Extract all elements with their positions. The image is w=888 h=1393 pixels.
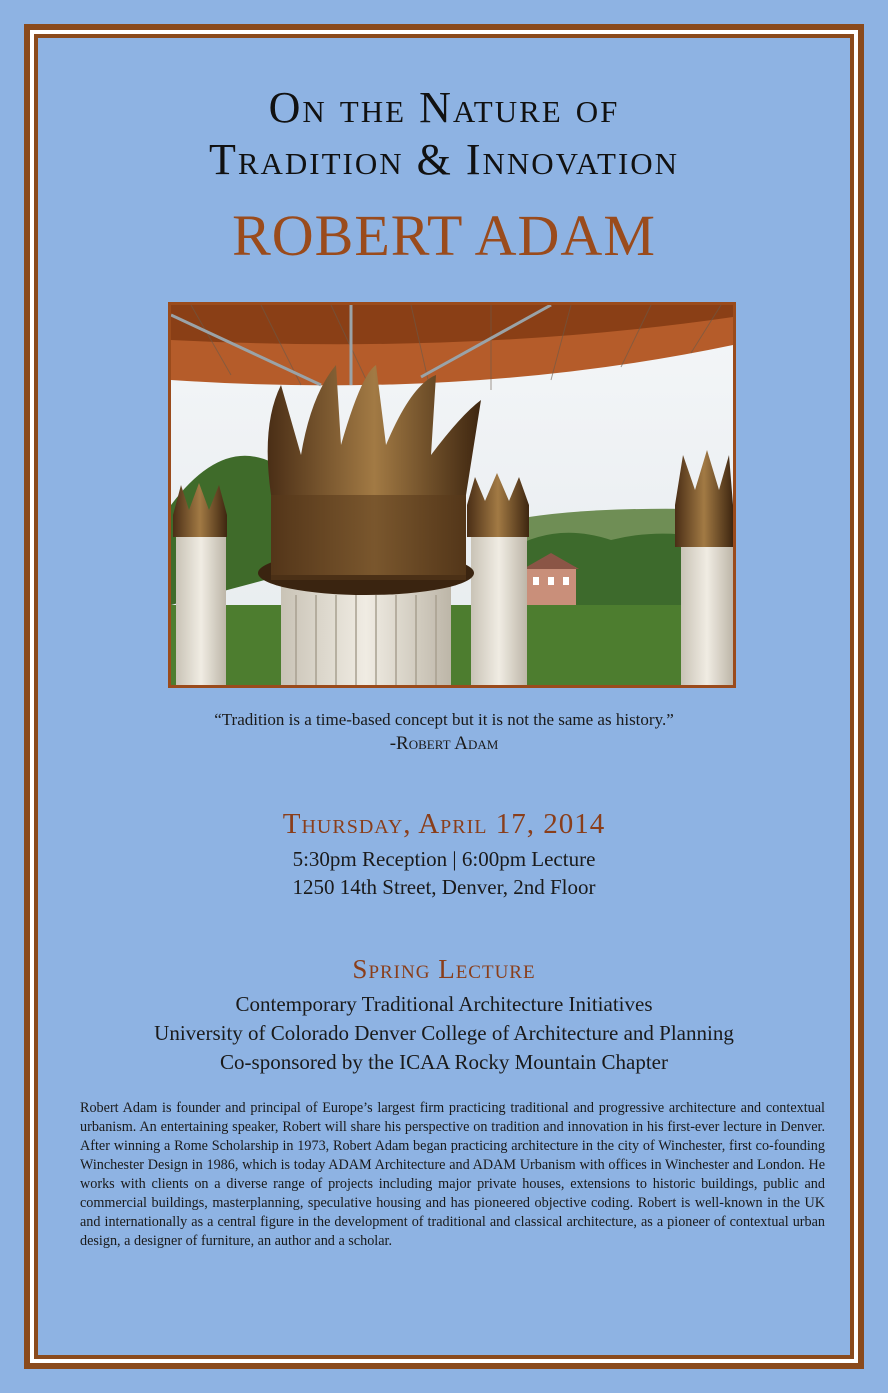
sponsor-line: University of Colorado Denver College of Architecture and Planning <box>154 1021 734 1045</box>
event-date: Thursday, April 17, 2014 <box>282 808 606 840</box>
title-line-1: On the Nature of <box>268 83 620 132</box>
title-line-2: Tradition & Innovation <box>208 135 680 184</box>
series-name: Spring Lecture <box>352 954 536 984</box>
pavilion-photo <box>168 302 736 688</box>
sponsor-line: Co-sponsored by the ICAA Rocky Mountain Chapter <box>220 1050 668 1074</box>
quote-text: “Tradition is a time-based concept but it is not the same as history.” <box>214 710 674 729</box>
poster-content <box>42 42 846 1351</box>
speaker-bio: Robert Adam is founder and principal of Europe’s largest firm practicing traditional and progressive architecture and contextual urbanism. An entertaining speaker, Robert will share his perspective on tradition and innovation in his first-ever lecture in Denver. After winning a Rome Scholarship in 1973, Robert Adam began practicing architecture in the city of Winchester, first co-founding Winchester Design in 1986, which is today ADAM Architecture and ADAM Urbanism with offices in Winchester and London. He works with clients on a diverse range of projects including major private houses, extensions to historic buildings, public and commercial buildings, masterplanning, speculative housing and has pioneered objective coding. Robert is well-known in the UK and internationally as a central figure in the development of traditional and classical architecture, as a pioneer of contextual urban design, a designer of furniture, an author and a scholar. <box>80 1100 825 1249</box>
lecture-title <box>42 82 846 186</box>
sponsor-line: Contemporary Traditional Architecture Initiatives <box>235 992 653 1016</box>
pavilion-illustration <box>171 305 733 685</box>
quote-block <box>42 708 846 756</box>
event-address: 1250 14th Street, Denver, 2nd Floor <box>292 875 596 899</box>
sponsor-list <box>42 990 846 1077</box>
quote-attribution: -Robert Adam <box>389 733 499 754</box>
event-time: 5:30pm Reception | 6:00pm Lecture <box>292 847 596 871</box>
speaker-name: ROBERT ADAM <box>232 203 656 268</box>
